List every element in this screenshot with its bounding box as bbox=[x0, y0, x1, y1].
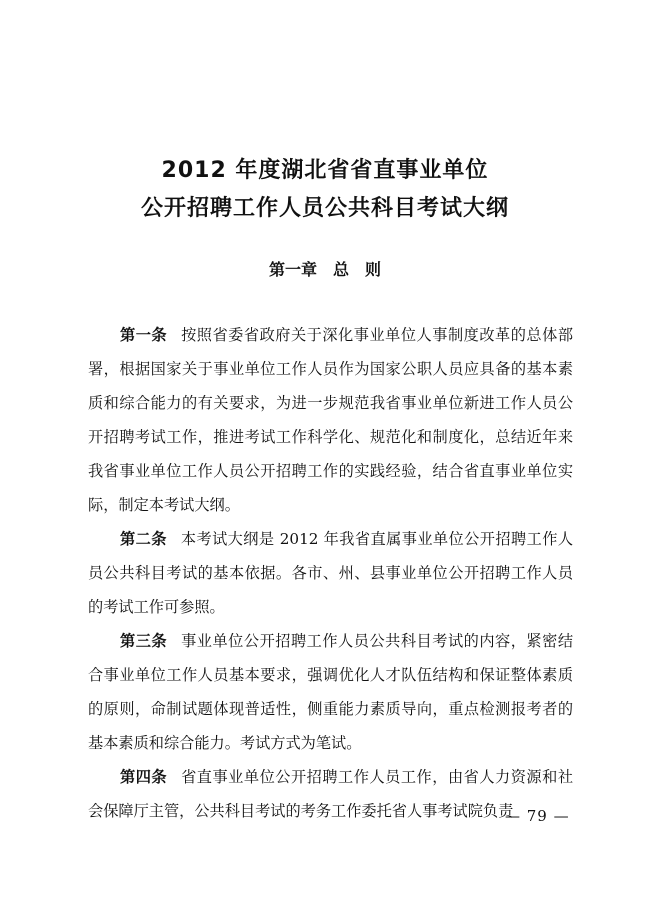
page-number: — 79 — bbox=[505, 807, 570, 825]
article-1 bbox=[88, 318, 573, 522]
article-text: 按照省委省政府关于深化事业单位人事制度改革的总体部署，根据国家关于事业单位工作人员作为国家公职人员应具备的基本素质和综合能力的有关要求，为进一步规范我省事业单位新进工作人员公开招聘考试工作，推进考试工作科学化、规范化和制度化，总结近年来我省事业单位工作人员公开招聘工作的实践经验，结合省直事业单位实际，制定本考试大纲。 bbox=[88, 326, 574, 514]
document-title-line-1: 2012 年度湖北省省直事业单位 bbox=[161, 158, 489, 183]
article-label: 第三条 bbox=[120, 632, 168, 650]
article-4 bbox=[88, 760, 573, 828]
article-label: 第一条 bbox=[120, 326, 168, 344]
document-title-line-2: 公开招聘工作人员公共科目考试大纲 bbox=[140, 196, 509, 221]
article-label: 第四条 bbox=[120, 768, 168, 786]
article-label: 第二条 bbox=[120, 530, 167, 548]
article-text: 事业单位公开招聘工作人员公共科目考试的内容，紧密结合事业单位工作人员基本要求，强调优化人才队伍结构和保证整体素质的原则，命制试题体现普适性，侧重能力素质导向，重点检测报考者的基本素质和综合能力。考试方式为笔试。 bbox=[88, 632, 574, 752]
article-text: 本考试大纲是 2012 年我省直属事业单位公开招聘工作人员公共科目考试的基本依据。各市、州、县事业单位公开招聘工作人员的考试工作可参照。 bbox=[88, 530, 574, 616]
article-text: 省直事业单位公开招聘工作人员工作，由省人力资源和社会保障厅主管，公共科目考试的考务工作委托省人事考试院负责 bbox=[88, 768, 574, 820]
article-3 bbox=[88, 624, 573, 760]
chapter-heading: 第一章 总 则 bbox=[268, 260, 381, 279]
article-2 bbox=[88, 522, 573, 624]
document-body bbox=[88, 318, 573, 828]
